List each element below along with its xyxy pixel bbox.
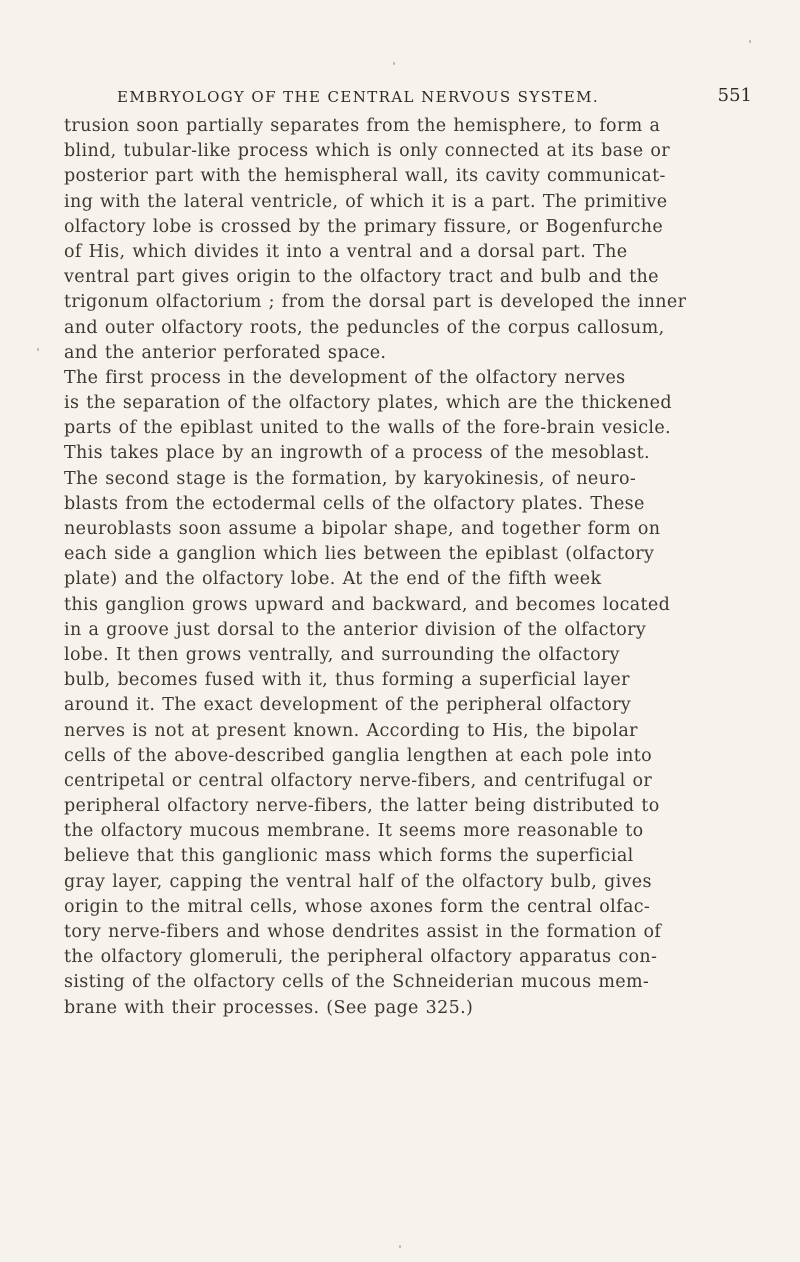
text-line: gray layer, capping the ventral half of the olfactory bulb, gives (64, 871, 652, 892)
text-line: ventral part gives origin to the olfactory tract and bulb and the (64, 267, 659, 288)
body-text (64, 114, 764, 1021)
text-line: blind, tubular-like process which is only connected at its base or (64, 141, 670, 162)
text-line: The first process in the development of the olfactory nerves (64, 367, 626, 388)
paper-speck (749, 40, 751, 43)
text-line: blasts from the ectodermal cells of the olfactory plates. These (64, 493, 645, 514)
page-number: 551 (717, 85, 752, 106)
running-head: EMBRYOLOGY OF THE CENTRAL NERVOUS SYSTEM. (116, 88, 600, 106)
text-line: trusion soon partially separates from the hemisphere, to form a (64, 116, 661, 136)
text-line: parts of the epiblast united to the walls of the fore-brain vesicle. (64, 418, 671, 439)
paper-speck (37, 348, 39, 351)
page-header (40, 82, 752, 112)
text-line: in a groove just dorsal to the anterior division of the olfactory (64, 619, 647, 640)
text-line: nerves is not at present known. According to His, the bipolar (64, 720, 638, 741)
paper-speck (399, 1245, 401, 1248)
text-line: origin to the mitral cells, whose axones form the central olfac- (64, 896, 651, 917)
text-line: sisting of the olfactory cells of the Schneiderian mucous mem- (64, 972, 650, 993)
text-line: tory nerve-fibers and whose dendrites assist in the formation of (64, 922, 662, 942)
text-line: of His, which divides it into a ventral and a dorsal part. The (64, 241, 628, 262)
text-line: cells of the above-described ganglia lengthen at each pole into (64, 745, 653, 766)
text-line: trigonum olfactorium ; from the dorsal part is developed the inner (64, 292, 687, 313)
text-line: brane with their processes. (See page 325.) (64, 997, 474, 1018)
text-line: is the separation of the olfactory plates, which are the thickened (64, 393, 672, 414)
text-line: This takes place by an ingrowth of a process of the mesoblast. (64, 443, 650, 464)
text-line: each side a ganglion which lies between the epiblast (olfactory (64, 544, 655, 565)
text-line: this ganglion grows upward and backward, and becomes located (64, 594, 671, 615)
text-line: the olfactory glomeruli, the peripheral olfactory apparatus con- (64, 947, 658, 968)
text-line: believe that this ganglionic mass which forms the superficial (64, 846, 634, 867)
text-line: and the anterior perforated space. (64, 342, 387, 363)
text-line: ing with the lateral ventricle, of which it is a part. The primitive (64, 191, 668, 212)
text-line: The second stage is the formation, by karyokinesis, of neuro- (64, 468, 637, 489)
text-line: centripetal or central olfactory nerve-fibers, and centrifugal or (64, 770, 653, 791)
text-line: and outer olfactory roots, the peduncles of the corpus callosum, (64, 317, 665, 338)
text-line: olfactory lobe is crossed by the primary fissure, or Bogenfurche (64, 216, 664, 237)
text-line: peripheral olfactory nerve-fibers, the latter being distributed to (64, 796, 660, 817)
text-line: neuroblasts soon assume a bipolar shape, and together form on (64, 519, 661, 539)
text-line: posterior part with the hemispheral wall, its cavity communicat- (64, 166, 666, 187)
text-line: bulb, becomes fused with it, thus forming a superficial layer (64, 670, 630, 691)
text-line: plate) and the olfactory lobe. At the end of the fifth week (64, 569, 602, 590)
paper-speck (393, 62, 395, 65)
text-line: lobe. It then grows ventrally, and surrounding the olfactory (64, 644, 620, 665)
text-line: around it. The exact development of the peripheral olfactory (64, 695, 632, 716)
text-line: the olfactory mucous membrane. It seems more reasonable to (64, 821, 644, 842)
